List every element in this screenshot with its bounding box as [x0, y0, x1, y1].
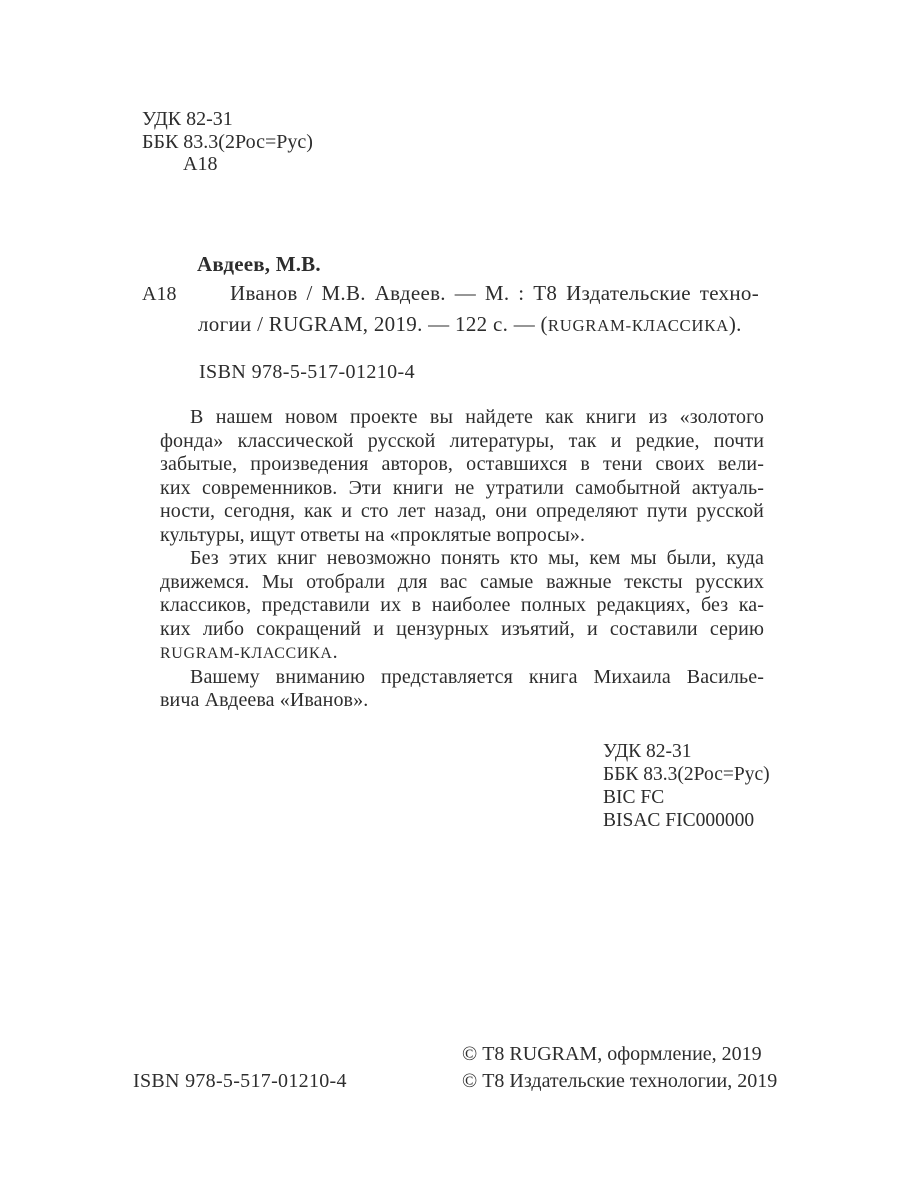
annotation-line: В нашем новом проекте вы найдете как книги из «золотого — [190, 406, 764, 428]
annotation-line: Без этих книг невозможно понять кто мы, кем мы были, куда — [190, 547, 764, 569]
copyright-line: © Т8 Издательские технологии, 2019 — [462, 1069, 778, 1092]
classification-block — [603, 740, 770, 832]
annotation-line: Вашему вниманию представляется книга Михаила Василье- — [190, 665, 764, 688]
bbk-code-bottom: ББК 83.3(2Рос=Рус) — [603, 764, 770, 785]
annotation-line: культуры, ищут ответы на «проклятые вопросы». — [160, 523, 586, 546]
isbn-top: ISBN 978-5-517-01210-4 — [199, 361, 416, 383]
series-name-smallcaps: RUGRAM-КЛАССИКА — [160, 645, 333, 662]
author-sign-code: А18 — [183, 153, 218, 175]
annotation-line: движемся. Мы отобрали для вас самые важные тексты русских — [160, 570, 764, 593]
author-heading: Авдеев, М.В. — [197, 252, 321, 276]
bbk-code-top: ББК 83.3(2Рос=Рус) — [142, 130, 313, 153]
annotation-line: ности, сегодня, как и сто лет назад, они определяют пути русской — [160, 500, 764, 522]
annotation-line: RUGRAM-КЛАССИКА. — [160, 641, 338, 663]
annotation-line: классиков, представили их в наиболее полных редакциях, без ка- — [160, 594, 764, 616]
udc-code-top: УДК 82-31 — [142, 108, 233, 130]
annotation-line: вича Авдеева «Иванов». — [160, 689, 369, 711]
bic-code: BIC FC — [603, 787, 665, 808]
annotation-line: фонда» классической русской литературы, так и редкие, почти — [160, 429, 764, 452]
annotation-line: ких современников. Эти книги не утратили самобытной актуаль- — [160, 476, 764, 499]
bibliographic-line: Иванов / М.В. Авдеев. — М. : Т8 Издательские техно- — [230, 281, 759, 305]
annotation-line: ких либо сокращений и цензурных изъятий, и составили серию — [160, 617, 764, 640]
bibliographic-description — [198, 278, 759, 341]
annotation-text — [160, 406, 764, 713]
series-name-smallcaps: RUGRAM-КЛАССИКА — [547, 315, 729, 335]
annotation-line: забытые, произведения авторов, оставшихся в тени своих вели- — [160, 453, 764, 475]
udc-code-bottom: УДК 82-31 — [603, 741, 692, 762]
bibliographic-line: логии / RUGRAM, 2019. — 122 с. — (RUGRAM-КЛАССИКА). — [198, 311, 742, 336]
catalog-card-code: А18 — [142, 283, 177, 305]
copyright-line: © Т8 RUGRAM, оформление, 2019 — [462, 1043, 762, 1065]
bisac-code: BISAC FIC000000 — [603, 810, 755, 831]
udc-bbk-block — [142, 108, 313, 176]
copyright-block — [462, 1041, 777, 1094]
isbn-bottom: ISBN 978-5-517-01210-4 — [133, 1070, 347, 1092]
